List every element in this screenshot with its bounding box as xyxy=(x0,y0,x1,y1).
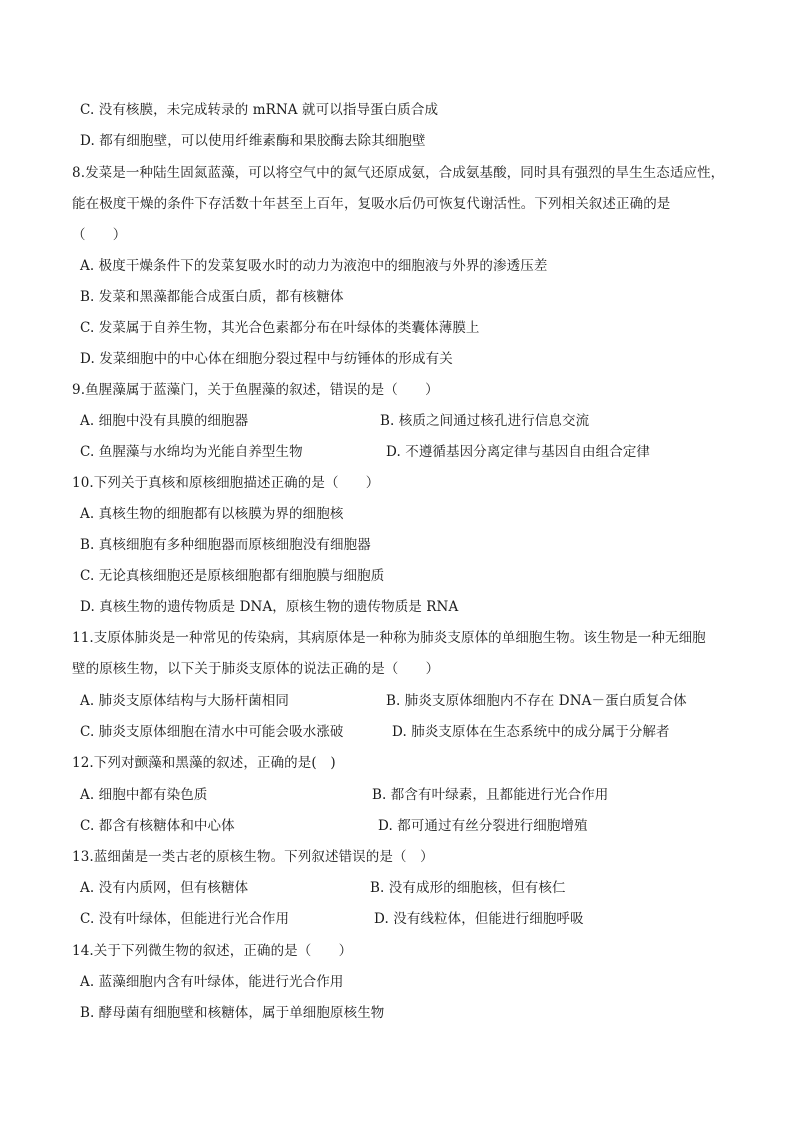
q12-option-d: D. 都可通过有丝分裂进行细胞增殖 xyxy=(378,818,588,834)
q11-option-c: C. 肺炎支原体细胞在清水中可能会吸水涨破 xyxy=(80,724,344,740)
q10-option-b: B. 真核细胞有多种细胞器而原核细胞没有细胞器 xyxy=(80,537,371,553)
q14-stem: 14.关于下列微生物的叙述，正确的是（ ） xyxy=(72,943,353,959)
q13-stem: 13.蓝细菌是一类古老的原核生物。下列叙述错误的是（ ） xyxy=(72,849,434,865)
q8-option-d: D. 发菜细胞中的中心体在细胞分裂过程中与纺锤体的形成有关 xyxy=(80,351,453,367)
q9-option-c: C. 鱼腥藻与水绵均为光能自养型生物 xyxy=(80,444,303,460)
q14-option-b: B. 酵母菌有细胞壁和核糖体，属于单细胞原核生物 xyxy=(80,1005,385,1021)
q12-option-c: C. 都含有核糖体和中心体 xyxy=(80,818,235,834)
q9-option-a: A. 细胞中没有具膜的细胞器 xyxy=(80,413,249,429)
q12-stem: 12.下列对颤藻和黑藻的叙述，正确的是( ) xyxy=(72,755,336,771)
q11-option-d: D. 肺炎支原体在生态系统中的成分属于分解者 xyxy=(392,724,670,740)
q8-stem-line1: 8.发菜是一种陆生固氮蓝藻，可以将空气中的氮气还原成氨，合成氨基酸，同时具有强烈的旱生生态适应性， xyxy=(72,165,725,181)
q10-option-d: D. 真核生物的遗传物质是 DNA，原核生物的遗传物质是 RNA xyxy=(80,599,459,615)
q10-stem: 10.下列关于真核和原核细胞描述正确的是（ ） xyxy=(72,475,380,491)
q13-option-c: C. 没有叶绿体，但能进行光合作用 xyxy=(80,911,290,927)
q11-stem-line1: 11.支原体肺炎是一种常见的传染病，其病原体是一种称为肺炎支原体的单细胞生物。该生物是一种无细胞 xyxy=(72,630,706,646)
q8-stem-line2: 能在极度干燥的条件下存活数十年甚至上百年，复吸水后仍可恢复代谢活性。下列相关叙述正确的是 xyxy=(72,196,671,212)
q8-option-b: B. 发菜和黑藻都能合成蛋白质，都有核糖体 xyxy=(80,289,344,305)
q13-option-b: B. 没有成形的细胞核，但有核仁 xyxy=(370,880,566,896)
q7-option-d: D. 都有细胞壁，可以使用纤维素酶和果胶酶去除其细胞壁 xyxy=(80,133,426,149)
q14-option-a: A. 蓝藻细胞内含有叶绿体，能进行光合作用 xyxy=(80,974,344,990)
q12-option-b: B. 都含有叶绿素，且都能进行光合作用 xyxy=(372,787,609,803)
q11-stem-line2: 壁的原核生物，以下关于肺炎支原体的说法正确的是（ ） xyxy=(72,661,440,677)
q10-option-c: C. 无论真核细胞还是原核细胞都有细胞膜与细胞质 xyxy=(80,568,385,584)
q11-option-a: A. 肺炎支原体结构与大肠杆菌相同 xyxy=(80,693,290,709)
q8-option-c: C. 发菜属于自养生物，其光合色素都分布在叶绿体的类囊体薄膜上 xyxy=(80,320,480,336)
q7-option-c: C. 没有核膜，未完成转录的 mRNA 就可以指导蛋白质合成 xyxy=(80,102,439,118)
q8-stem-line3: （ ） xyxy=(72,227,127,243)
q9-stem: 9.鱼腥藻属于蓝藻门，关于鱼腥藻的叙述，错误的是（ ） xyxy=(72,382,439,398)
q13-option-d: D. 没有线粒体，但能进行细胞呼吸 xyxy=(374,911,584,927)
q9-option-b: B. 核质之间通过核孔进行信息交流 xyxy=(380,413,590,429)
q8-option-a: A. 极度干燥条件下的发菜复吸水时的动力为液泡中的细胞液与外界的渗透压差 xyxy=(80,258,548,274)
q9-option-d: D. 不遵循基因分离定律与基因自由组合定律 xyxy=(386,444,651,460)
q10-option-a: A. 真核生物的细胞都有以核膜为界的细胞核 xyxy=(80,506,344,522)
q12-option-a: A. 细胞中都有染色质 xyxy=(80,787,208,803)
q13-option-a: A. 没有内质网，但有核糖体 xyxy=(80,880,249,896)
q11-option-b: B. 肺炎支原体细胞内不存在 DNA－蛋白质复合体 xyxy=(386,693,687,709)
